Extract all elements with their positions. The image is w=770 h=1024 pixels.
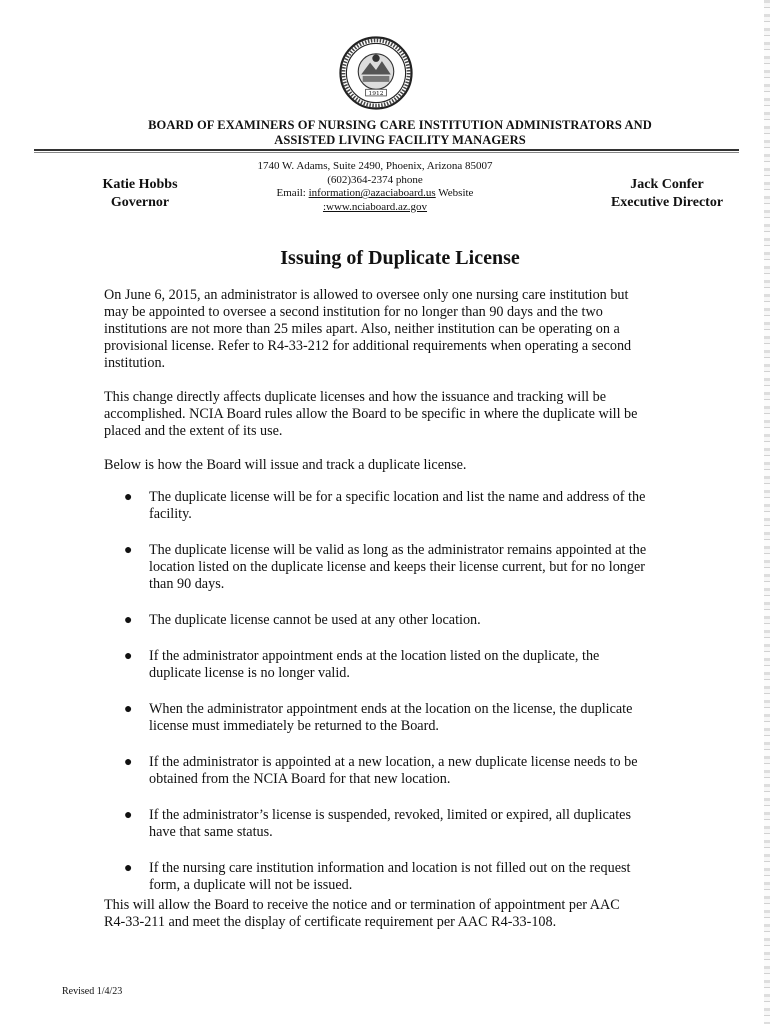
paragraph-intro: On June 6, 2015, an administrator is allowed to oversee only one nursing care institution but may be appointed to oversee a second institution for no longer than 90 days and the two institutions are not more than 25 miles apart. Also, neither institution can be operating on a provisional license. Refer to R4-33-212 for additional requirements when operating a second institution.: [104, 287, 632, 371]
list-item: [104, 860, 649, 894]
website-link[interactable]: :www.nciaboard.az.gov: [322, 200, 428, 213]
list-item: [104, 754, 649, 788]
list-item-text: If the administrator is appointed at a new location, a new duplicate license needs to be obtained from the NCIA Board for that new location.: [149, 754, 638, 787]
paragraph-below: Below is how the Board will issue and track a duplicate license.: [104, 457, 467, 473]
phone: (602)364-2374 phone: [327, 173, 423, 186]
list-item: [104, 542, 649, 593]
state-seal-icon: [339, 36, 413, 110]
svg-text:1912: 1912: [368, 91, 384, 98]
email-link[interactable]: information@azaciaboard.us: [308, 187, 436, 199]
list-item: [104, 489, 649, 523]
list-item-text: The duplicate license cannot be used at any other location.: [149, 612, 481, 628]
list-item: [104, 701, 649, 735]
bullet-dot-icon: ●: [124, 861, 133, 876]
bullet-dot-icon: ●: [124, 613, 133, 628]
governor-title: Governor: [110, 195, 170, 210]
paragraph-change: This change directly affects duplicate licenses and how the issuance and tracking will be accomplished. NCIA Board rules allow the Board to be specific in where the duplicate will be placed and the extent of its use.: [104, 389, 638, 439]
list-item-text: If the administrator appointment ends at the location listed on the duplicate, the duplicate license is no longer valid.: [149, 648, 600, 681]
board-title-line1: BOARD OF EXAMINERS OF NURSING CARE INSTITUTION ADMINISTRATORS AND: [148, 118, 652, 132]
governor-block: [80, 176, 200, 212]
list-item: [104, 807, 649, 841]
bullet-dot-icon: ●: [124, 490, 133, 505]
list-item: [104, 612, 649, 629]
board-title: [100, 118, 700, 148]
list-item-text: When the administrator appointment ends at the location on the license, the duplicate license must immediately be returned to the Board.: [149, 701, 633, 734]
email-label: Email:: [276, 187, 306, 199]
director-name: Jack Confer: [630, 177, 704, 192]
governor-name: Katie Hobbs: [102, 177, 178, 192]
bullet-dot-icon: ●: [124, 543, 133, 558]
revised-note: Revised 1/4/23: [62, 986, 123, 997]
paragraph-closing: This will allow the Board to receive the notice and or termination of appointment per AAC R4-33-211 and meet the display of certificate requirement per AAC R4-33-108.: [104, 897, 620, 930]
header-rule-thin: [34, 152, 739, 153]
director-title: Executive Director: [610, 195, 724, 210]
list-item-text: The duplicate license will be for a specific location and list the name and address of the facility.: [149, 489, 646, 522]
email-line: [225, 187, 525, 201]
contact-block: [225, 160, 525, 214]
list-item-text: The duplicate license will be valid as long as the administrator remains appointed at the location listed on the duplicate license and keeps their license current, but for no longer than 90 days.: [149, 542, 647, 592]
bullet-list: [104, 489, 649, 894]
bullet-dot-icon: ●: [124, 649, 133, 664]
header-rule: [34, 149, 739, 151]
list-item: [104, 648, 649, 682]
bullet-dot-icon: ●: [124, 808, 133, 823]
bullet-dot-icon: ●: [124, 702, 133, 717]
director-block: [598, 176, 736, 212]
board-title-line2: ASSISTED LIVING FACILITY MANAGERS: [274, 133, 526, 147]
list-item-text: If the administrator’s license is suspended, revoked, limited or expired, all duplicates have that same status.: [149, 807, 631, 840]
website-label: Website: [438, 187, 474, 199]
scan-edge: [764, 0, 770, 1024]
bullet-dot-icon: ●: [124, 755, 133, 770]
list-item-text: If the nursing care institution information and location is not filled out on the request form, a duplicate will not be issued.: [149, 860, 631, 893]
document-title: Issuing of Duplicate License: [280, 247, 520, 269]
address: 1740 W. Adams, Suite 2490, Phoenix, Arizona 85007: [257, 160, 493, 172]
